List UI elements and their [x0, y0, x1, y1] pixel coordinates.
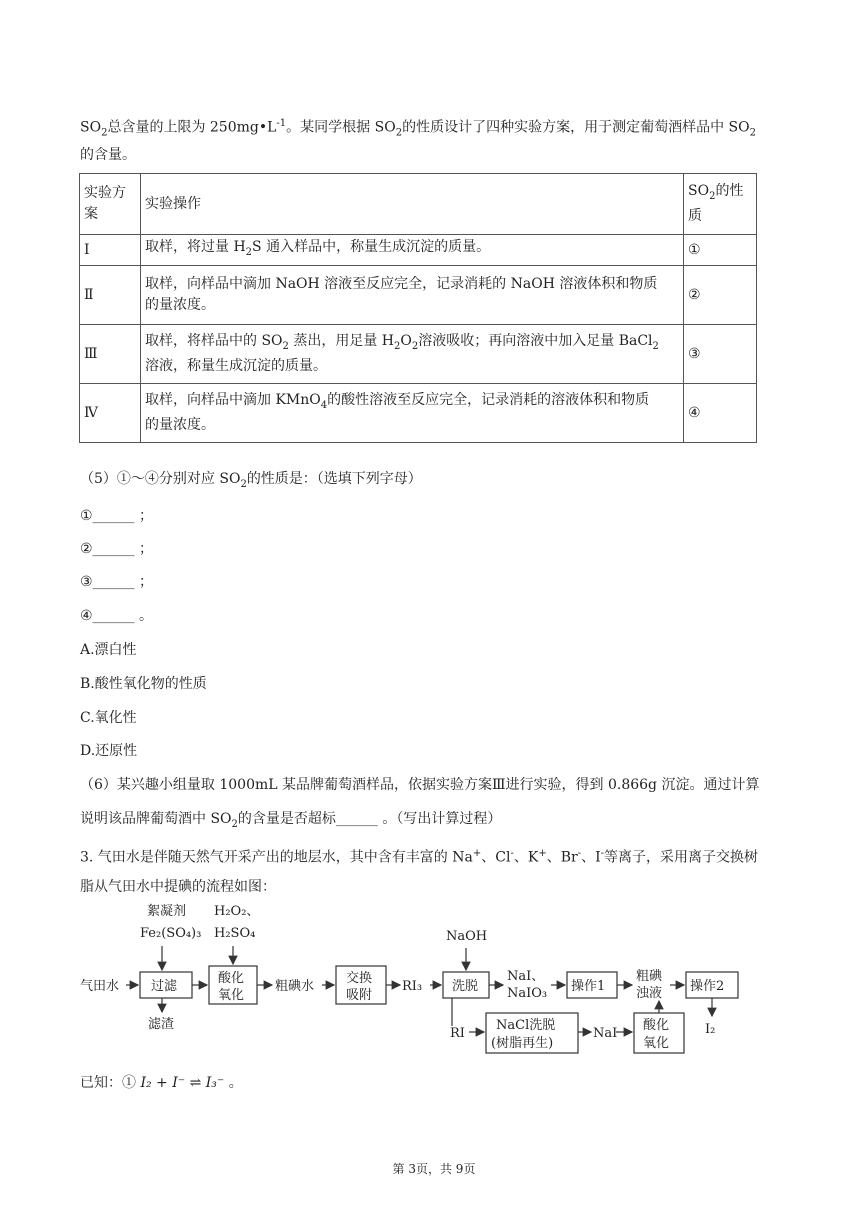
row-operation: 取样，将过量 $H_2S$ 通入样品中，称量生成沉淀的质量。: [141, 235, 684, 266]
row-property: ①: [684, 235, 757, 266]
label-nai-lower: NaI: [593, 1026, 618, 1041]
label-i2: I₂: [705, 1022, 716, 1037]
option-a: A.漂白性: [80, 642, 137, 658]
header-property: $SO_2$的性质: [684, 174, 757, 235]
blank-3[interactable]: ③______ ；: [80, 574, 154, 590]
reagent-naoh: NaOH: [446, 929, 488, 944]
row-operation: 取样，向样品中滴加 KMnO$_4$的酸性溶液至反应完全，记录消耗的溶液体积和物质 的量浓度。: [141, 384, 684, 443]
experiment-table: [79, 173, 757, 443]
table-header-row: [80, 174, 757, 235]
option-b: B.酸性氧化物的性质: [80, 676, 207, 692]
label-ri3: RI₃: [402, 979, 423, 994]
question-6-line-1: （6）某兴趣小组量取 1000mL 某品牌葡萄酒样品，依据实验方案Ⅲ进行实验，得到 0.866g 沉淀。通过计算: [80, 777, 760, 793]
question-3-line-2: 脂从气田水中提碘的流程如图：: [80, 879, 276, 895]
reagent-h2o2: H₂O₂、: [214, 904, 260, 919]
row-property: ③: [684, 325, 757, 384]
label-gas-field-water: 气田水: [80, 979, 120, 994]
row-property: ②: [684, 266, 757, 325]
table-row: [80, 266, 757, 325]
box-nacl-label-a: NaCl洗脱: [496, 1018, 556, 1033]
option-c: C.氧化性: [80, 710, 137, 726]
header-operation: 实验操作: [141, 174, 684, 235]
question-6-line-2[interactable]: 说明该品牌葡萄酒中 $SO_2$的含量是否超标______ 。（写出计算过程）: [80, 811, 502, 830]
row-id: Ⅰ: [80, 235, 141, 266]
row-operation: 取样，将样品中的 $SO_2$ 蒸出，用足量 $H_2O_2$溶液吸收；再向溶液中加入足量 BaCl$_2$ 溶液，称量生成沉淀的质量。: [141, 325, 684, 384]
row-id: Ⅳ: [80, 384, 141, 443]
label-filter-residue: 滤渣: [148, 1017, 175, 1032]
row-id: Ⅲ: [80, 325, 141, 384]
label-crude-iodine: 粗碘: [636, 969, 663, 984]
table-row: [80, 384, 757, 443]
box-ox1-label-a: 酸化: [218, 971, 245, 986]
label-ri: RI: [450, 1026, 465, 1041]
question-3-line-1: 3. 气田水是伴随天然气开采产出的地层水，其中含有丰富的 Na+、Cl-、K+、Br-、I-等离子，采用离子交换树: [80, 848, 758, 866]
box-exchange-label-a: 交换: [346, 971, 373, 986]
blank-4[interactable]: ④______ 。: [80, 608, 154, 624]
box-op1-label: 操作1: [571, 979, 606, 994]
reagent-fe2so43: Fe₂(SO₄)₃: [140, 926, 202, 941]
box-elute-label: 洗脱: [452, 979, 479, 994]
table-row: [80, 325, 757, 384]
reagent-h2so4: H₂SO₄: [214, 926, 256, 941]
known-condition: 已知：① I₂ + I⁻ ⇌ I₃⁻ 。: [80, 1075, 243, 1091]
option-d: D.还原性: [80, 743, 138, 759]
table-row: [80, 235, 757, 266]
label-naio3: NaIO₃: [507, 986, 548, 1001]
box-ox2-label-b: 氧化: [643, 1036, 670, 1051]
process-flow-diagram: [0, 900, 868, 1060]
box-ox1-label-b: 氧化: [218, 988, 245, 1003]
label-crude-iodine-water: 粗碘水: [275, 979, 315, 994]
label-nai: NaI、: [507, 969, 545, 984]
intro-line-1: $SO_2$总含量的上限为 $250mg•L^{-1}$。某同学根据 $SO_2$的性质设计了四种实验方案，用于测定葡萄酒样品中 $SO_2$: [80, 118, 756, 139]
reagent-flocculant: 絮凝剂: [147, 904, 187, 919]
box-nacl-label-b: (树脂再生): [491, 1036, 554, 1051]
blank-2[interactable]: ②______ ；: [80, 541, 154, 557]
intro-line-2: 的含量。: [80, 147, 136, 163]
row-operation: 取样，向样品中滴加 NaOH 溶液至反应完全，记录消耗的 NaOH 溶液体积和物质 的量浓度。: [141, 266, 684, 325]
page-footer: 第 3页，共 9页: [392, 1162, 476, 1176]
blank-1[interactable]: ①______ ；: [80, 508, 154, 524]
header-scheme: 实验方 案: [80, 174, 141, 235]
box-ox2-label-a: 酸化: [643, 1018, 670, 1033]
row-property: ④: [684, 384, 757, 443]
box-filter-label: 过滤: [151, 979, 178, 994]
label-turbid-liquid: 浊液: [636, 986, 663, 1001]
question-5: （5）①～④分别对应 $SO_2$的性质是：（选填下列字母）: [80, 471, 422, 490]
box-exchange-label-b: 吸附: [346, 988, 373, 1003]
row-id: Ⅱ: [80, 266, 141, 325]
box-op2-label: 操作2: [690, 979, 725, 994]
